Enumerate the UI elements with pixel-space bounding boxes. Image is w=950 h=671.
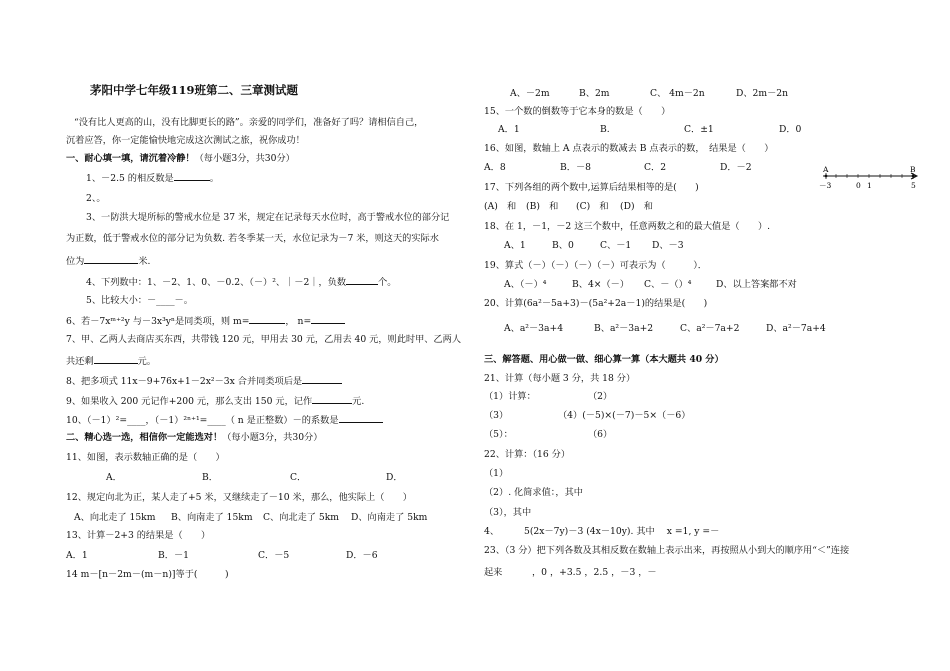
answer-blank[interactable]: [94, 354, 138, 364]
option-b[interactable]: B．－8: [560, 162, 591, 173]
option-d[interactable]: D、2m－2n: [736, 88, 789, 99]
question-7-line-2: 共还剩 元。: [66, 356, 156, 367]
section-1-note: （每小题3分，共30分）: [194, 153, 295, 164]
option-c[interactable]: C、向北走了 5km: [263, 512, 340, 523]
option-d[interactable]: (D) 和: [620, 201, 653, 212]
option-b[interactable]: B、4×（－）: [572, 279, 630, 290]
question-21-part-2: （2）: [588, 391, 613, 402]
answer-blank[interactable]: [174, 171, 210, 181]
option-b[interactable]: B、2m: [579, 88, 610, 99]
question-13: 13、计算－2+3 的结果是（ ）: [66, 530, 211, 541]
option-d[interactable]: D．0: [779, 124, 802, 135]
point-a-marker: [825, 175, 828, 178]
section-1-title: 一、耐心填一填，请沉着冷静！: [66, 153, 195, 164]
option-a[interactable]: A．: [106, 472, 122, 483]
answer-blank[interactable]: [302, 374, 342, 384]
section-2-header: [66, 432, 322, 444]
question-4: 4、下列数中：1、－2、1、0、－0.2、（－）²、｜－2｜，负数 个。: [86, 277, 397, 288]
option-c[interactable]: C、－1: [600, 240, 632, 251]
option-a[interactable]: A、1: [504, 240, 526, 251]
question-21-part-4: （4）(－5)×(－7)－5×（－6）: [558, 410, 691, 421]
section-3-title: 三、解答题、用心做一做、细心算一算（本大题共 40 分）: [484, 354, 724, 365]
question-22-part-3: （3），其中: [484, 507, 532, 518]
question-15: 15、一个数的倒数等于它本身的数是（ ）: [484, 106, 671, 117]
question-5: 5、比较大小：－____－。: [86, 295, 193, 306]
option-c[interactable]: (C) 和: [576, 201, 609, 212]
option-a[interactable]: A、－2m: [510, 88, 550, 99]
option-d[interactable]: D．－6: [346, 550, 378, 561]
option-d[interactable]: D、向南走了 5km: [351, 512, 428, 523]
option-c[interactable]: C．: [290, 472, 307, 483]
point-b-label: B: [910, 165, 916, 174]
option-b[interactable]: (B) 和: [526, 201, 559, 212]
question-9: 9、如果收入 200 元记作+200 元，那么支出 150 元，记作 元.: [66, 396, 365, 407]
question-6: 6、若－7xᵐ⁺²y 与－3x³yⁿ是同类项，则 m= ， n=: [66, 314, 345, 328]
question-11: 11、如图，表示数轴正确的是（ ）: [66, 452, 225, 463]
option-c[interactable]: C、a²－7a+2: [680, 323, 740, 334]
option-a[interactable]: A．1: [66, 550, 88, 561]
option-b[interactable]: B．: [202, 472, 218, 483]
option-b[interactable]: B、向南走了 15km: [171, 512, 253, 523]
option-a[interactable]: A．1: [498, 124, 520, 135]
option-d[interactable]: D．: [386, 472, 403, 483]
question-8: 8、把多项式 11x－9+76x+1－2x²－3x 合并同类项后是: [66, 374, 342, 388]
question-1: 1、－2.5 的相反数是 。: [86, 173, 219, 184]
question-21-part-3: （3）: [484, 410, 509, 421]
option-d[interactable]: D．－2: [720, 162, 752, 173]
section-1-header: [66, 153, 295, 165]
question-22-part-2: （2）. 化简求值：，其中: [484, 487, 583, 498]
tick-label-1: 1: [867, 181, 872, 190]
question-12: 12、规定向北为正，某人走了+5 米，又继续走了－10 米，那么，他实际上（ ）: [66, 492, 412, 503]
question-2: 2、。: [86, 193, 106, 204]
question-21-part-5: （5）：: [484, 429, 513, 440]
answer-blank[interactable]: [312, 394, 352, 404]
option-c[interactable]: C．－5: [258, 550, 290, 561]
point-b-marker: [912, 175, 915, 178]
answer-blank[interactable]: [249, 314, 285, 324]
option-a[interactable]: A、（－）⁴: [504, 279, 547, 290]
section-2-note: （每小题3分，共30分）: [222, 432, 323, 443]
section-2-title: 二、精心选一选，相信你一定能选对！: [66, 432, 223, 443]
question-3-line-3: 位为 米.: [66, 256, 151, 267]
question-20: 20、计算(6a²－5a+3)－(5a²+2a－1)的结果是( ): [484, 298, 708, 309]
question-17: 17、下列各组的两个数中,运算后结果相等的是( ): [484, 182, 699, 193]
tick-label-5: 5: [911, 181, 916, 190]
option-b[interactable]: B、a²－3a+2: [594, 323, 654, 334]
option-b[interactable]: B.: [600, 124, 610, 135]
question-22: 22、计算：（16 分）: [484, 449, 571, 460]
number-line-figure: [818, 164, 922, 194]
point-a-label: A: [823, 165, 829, 174]
option-c[interactable]: C．±1: [684, 124, 714, 135]
answer-blank[interactable]: [84, 254, 138, 264]
option-b[interactable]: B．－1: [158, 550, 189, 561]
question-22-part-1: （1）: [484, 468, 509, 479]
question-3-line-2: 为正数，低于警戒水位的部分记为负数. 若冬季某一天，水位记录为－7 米，则这天的实际水: [66, 233, 439, 244]
question-10: 10、（－1）²=____，（－1）²ⁿ⁺¹=____（ n 是正整数）－的系数是: [66, 413, 383, 427]
tick-label-minus-3: －3: [819, 181, 832, 190]
question-3-line-1: 3、一防洪大堤所标的警戒水位是 37 米，规定在记录每天水位时，高于警戒水位的部分记: [86, 212, 450, 223]
answer-blank[interactable]: [311, 314, 345, 324]
option-a[interactable]: A．8: [484, 162, 506, 173]
option-c[interactable]: C、 4m－2n: [650, 88, 705, 99]
tick-label-0: 0: [856, 181, 861, 190]
question-14: 14 m－[n－2m－(m－n)]等于( ): [66, 569, 229, 580]
answer-blank[interactable]: [339, 413, 383, 423]
question-21-part-6: （6）: [588, 429, 613, 440]
option-b[interactable]: B、0: [552, 240, 574, 251]
option-d[interactable]: D、以上答案都不对: [716, 279, 797, 290]
question-21-part-1: （1）计算：: [484, 391, 536, 402]
question-23-line-1: 23、（3 分）把下列各数及其相反数在数轴上表示出来，再按照从小到大的顺序用“＜”连接: [484, 545, 850, 556]
option-c[interactable]: C．2: [644, 162, 667, 173]
option-c[interactable]: C、－（）⁴: [644, 279, 692, 290]
option-a[interactable]: (A) 和: [484, 201, 517, 212]
page-title: 茅阳中学七年级119班第二、三章测试题: [90, 83, 299, 97]
option-a[interactable]: A、向北走了 15km: [74, 512, 156, 523]
question-18: 18、在 1，－1，－2 这三个数中，任意两数之和的最大值是（ ）.: [484, 221, 771, 232]
option-d[interactable]: D、a²－7a+4: [766, 323, 826, 334]
question-7-line-1: 7、甲、乙两人去商店买东西，共带钱 120 元，甲用去 30 元，乙用去 40 元，则此时甲、乙两人: [66, 334, 462, 345]
option-d[interactable]: D、－3: [652, 240, 684, 251]
intro-line-1: “没有比人更高的山，没有比脚更长的路”。亲爱的同学们，准备好了吗？请相信自己，: [74, 117, 424, 128]
question-21: 21、计算（每小题 3 分，共 18 分）: [484, 373, 636, 384]
question-19: 19、算式（－）（－）（－）（－）可表示为（ ）．: [484, 260, 707, 271]
question-16: 16、如图，数轴上 A 点表示的数减去 B 点表示的数， 结果是（ ）: [484, 143, 774, 154]
intro-line-2: 沉着应答，你一定能愉快地完成这次测试之旅，祝你成功！: [66, 135, 305, 146]
answer-blank[interactable]: [346, 275, 378, 285]
option-a[interactable]: A、a²－3a+4: [504, 323, 564, 334]
